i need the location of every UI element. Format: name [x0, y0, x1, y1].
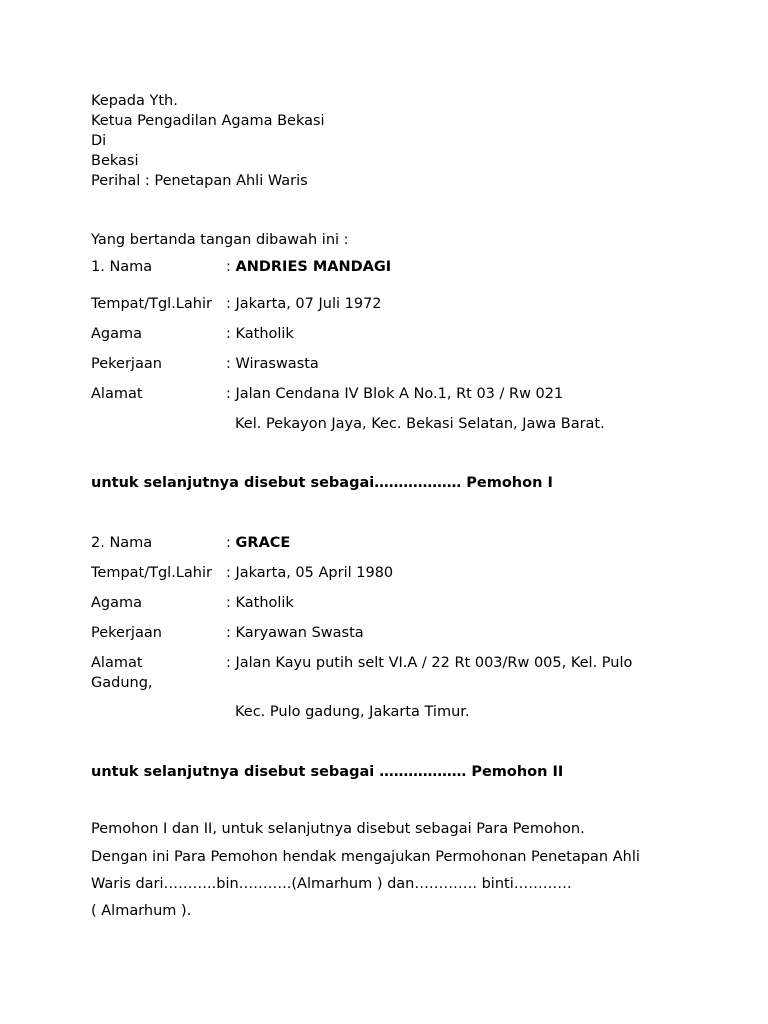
- pemohon2-alamat-row: [91, 653, 691, 673]
- header-line-di: Di: [91, 133, 107, 149]
- pemohon1-agama-row: [91, 324, 691, 344]
- pemohon2-alamat-wrap: Gadung,: [91, 675, 153, 691]
- pemohon1-closing: untuk selanjutnya disebut sebagai……………… Pemohon I: [91, 475, 553, 491]
- pemohon2-pekerjaan-label: Pekerjaan: [91, 625, 162, 641]
- header-line-kepada: Kepada Yth.: [91, 93, 178, 109]
- body-line-2: Dengan ini Para Pemohon hendak mengajukan Permohonan Penetapan Ahli: [91, 849, 640, 865]
- pemohon1-nama-separator: :: [226, 259, 236, 275]
- letter-header: [91, 91, 691, 191]
- pemohon1-ttl-label: Tempat/Tgl.Lahir: [91, 296, 212, 312]
- pemohon1-alamat-value: : Jalan Cendana IV Blok A No.1, Rt 03 / Rw 021: [226, 386, 564, 402]
- pemohon2-ttl-row: [91, 563, 691, 583]
- pemohon2-alamat-continuation-row: [91, 702, 691, 722]
- header-line-bekasi: Bekasi: [91, 153, 139, 169]
- pemohon1-alamat-continuation: Kel. Pekayon Jaya, Kec. Bekasi Selatan, Jawa Barat.: [235, 416, 605, 432]
- pemohon2-ttl-value: : Jakarta, 05 April 1980: [226, 565, 394, 581]
- pemohon2-agama-value: : Katholik: [226, 595, 294, 611]
- pemohon2-alamat-continuation: Kec. Pulo gadung, Jakarta Timur.: [235, 704, 470, 720]
- pemohon2-alamat-value: : Jalan Kayu putih selt VI.A / 22 Rt 003/Rw 005, Kel. Pulo: [226, 655, 633, 671]
- intro-text: Yang bertanda tangan dibawah ini :: [91, 232, 349, 248]
- pemohon1-nama-label: 1. Nama: [91, 259, 153, 275]
- pemohon2-pekerjaan-row: [91, 623, 691, 643]
- pemohon2-alamat-wrap-row: [91, 673, 691, 693]
- pemohon1-alamat-continuation-row: [91, 414, 691, 434]
- body-line-3: Waris dari………..bin………..(Almarhum ) dan…………. binti…………: [91, 876, 572, 892]
- pemohon1-nama-row: [91, 257, 691, 277]
- pemohon1-ttl-value: : Jakarta, 07 Juli 1972: [226, 296, 382, 312]
- header-line-ketua: Ketua Pengadilan Agama Bekasi: [91, 113, 325, 129]
- pemohon1-alamat-label: Alamat: [91, 386, 143, 402]
- pemohon2-nama-label: 2. Nama: [91, 535, 153, 551]
- header-line-perihal: Perihal : Penetapan Ahli Waris: [91, 173, 308, 189]
- pemohon2-nama-separator: :: [226, 535, 236, 551]
- pemohon2-ttl-label: Tempat/Tgl.Lahir: [91, 565, 212, 581]
- pemohon2-agama-label: Agama: [91, 595, 143, 611]
- body-line-4: ( Almarhum ).: [91, 903, 192, 919]
- pemohon1-ttl-row: [91, 294, 691, 314]
- pemohon2-nama-row: [91, 533, 691, 553]
- pemohon2-alamat-label: Alamat: [91, 655, 143, 671]
- pemohon2-closing: untuk selanjutnya disebut sebagai ……………… Pemohon II: [91, 764, 564, 780]
- pemohon2-pekerjaan-value: : Karyawan Swasta: [226, 625, 364, 641]
- pemohon1-pekerjaan-value: : Wiraswasta: [226, 356, 319, 372]
- body-line-1: Pemohon I dan II, untuk selanjutnya disebut sebagai Para Pemohon.: [91, 821, 585, 837]
- pemohon1-nama-value: ANDRIES MANDAGI: [235, 259, 392, 275]
- pemohon1-pekerjaan-row: [91, 354, 691, 374]
- pemohon1-alamat-row: [91, 384, 691, 404]
- pemohon2-agama-row: [91, 593, 691, 613]
- pemohon1-agama-value: : Katholik: [226, 326, 294, 342]
- pemohon2-nama-value: GRACE: [235, 535, 291, 551]
- pemohon1-agama-label: Agama: [91, 326, 143, 342]
- pemohon1-pekerjaan-label: Pekerjaan: [91, 356, 162, 372]
